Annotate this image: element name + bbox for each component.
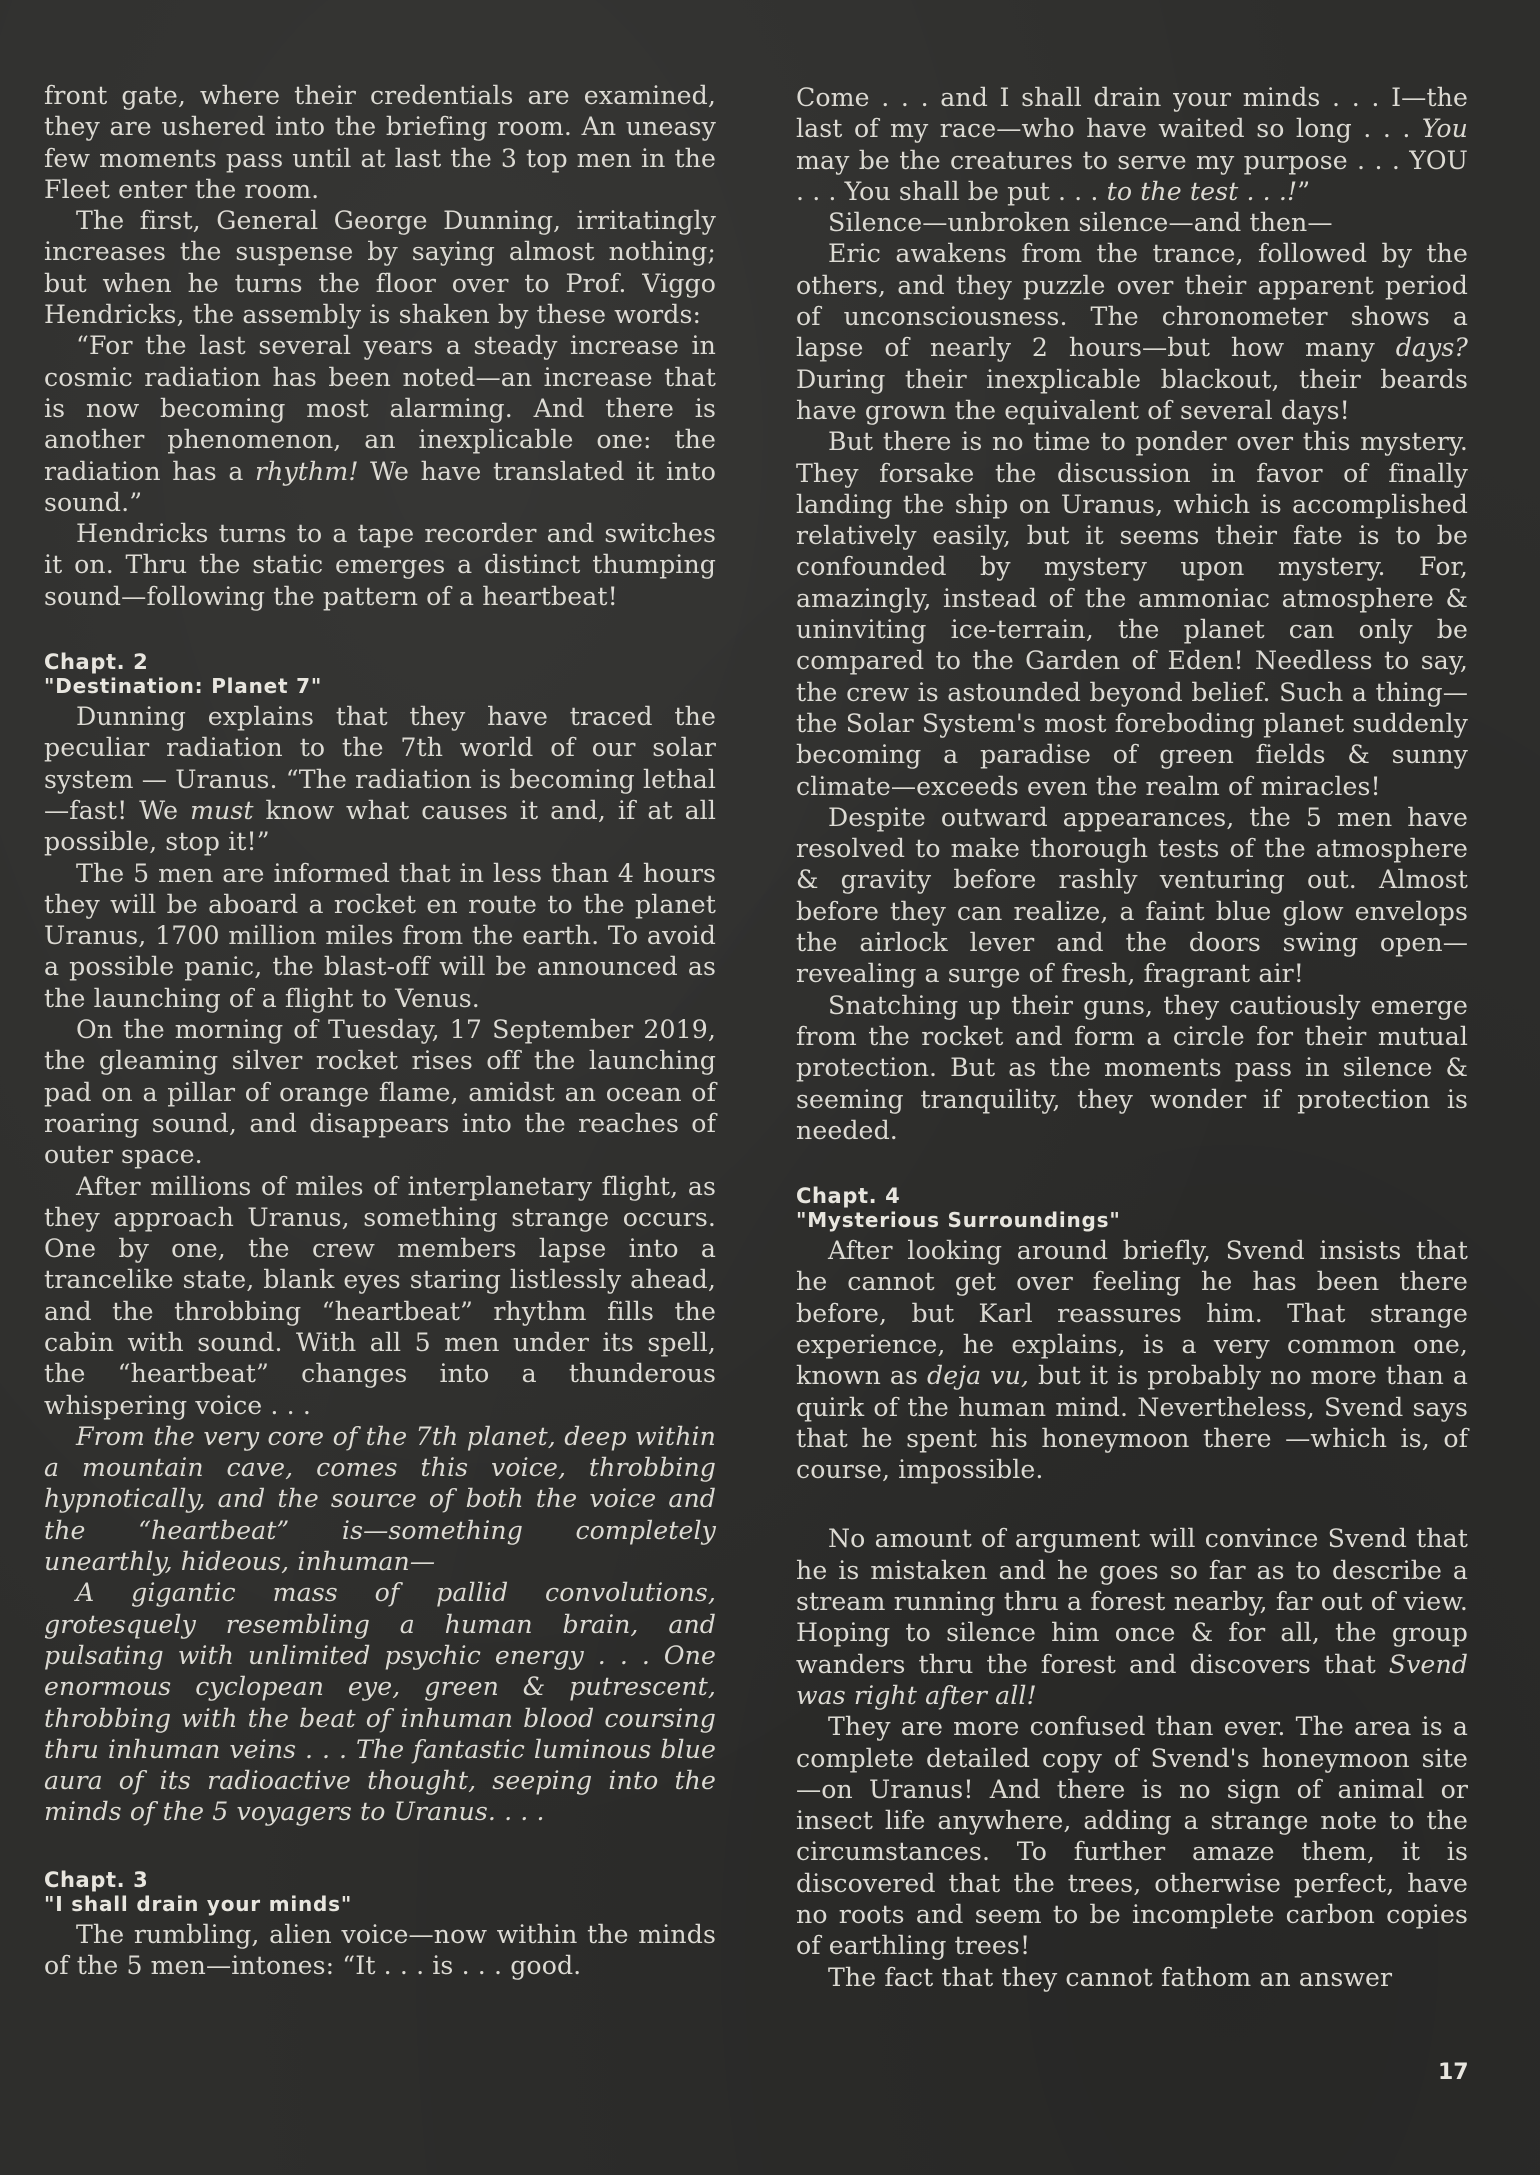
paragraph: On the morning of Tuesday, 17 September 2019, the gleaming silver rocket rises off the launching pad on a pillar of orange flame, amidst an ocean of roaring sound, and disappears into the reaches of outer space. — [44, 1015, 716, 1170]
paragraph: Silence—unbroken silence—and then— — [828, 208, 1333, 238]
paragraph: The fact that they cannot fathom an answer — [828, 1962, 1393, 1992]
left-column — [44, 80, 716, 1981]
right-column — [796, 82, 1468, 1993]
paragraph: After looking around briefly, Svend insists that he cannot get over feeling he has been there before, but Karl reassures him. That strange experience, he explains, is a very common one, known as deja vu, but it is probably no more than a quirk of the human mind. Nevertheless, Svend says that he spent his honeymoon there —which is, of course, impossible. — [796, 1236, 1468, 1485]
paragraph: The first, General George Dunning, irritatingly increases the suspense by saying almost nothing; but when he turns the floor over to Prof. Viggo Hendricks, the assembly is shaken by these words: — [44, 206, 716, 330]
paragraph: They are more confused than ever. The area is a complete detailed copy of Svend's honeymoon site—on Uranus! And there is no sign of animal or insect life anywhere, adding a strange note to the circumstances. To further amaze them, it is discovered that the trees, otherwise perfect, have no roots and seem to be incomplete carbon copies of earthling trees! — [796, 1712, 1468, 1961]
page-number: 17 — [1438, 2060, 1469, 2085]
paragraph-italic: A gigantic mass of pallid convolutions, grotesquely resembling a human brain, and pulsating with unlimited psychic energy . . . One enormous cyclopean eye, green & putrescent, throbbing with the beat of inhuman blood coursing thru inhuman veins . . . The fantastic luminous blue aura of its radioactive thought, seeping into the minds of the 5 voyagers to Uranus. . . . — [44, 1578, 716, 1827]
paragraph: Snatching up their guns, they cautiously emerge from the rocket and form a circle for their mutual protection. But as the moments pass in silence & seeming tranquility, they wonder if protection is needed. — [796, 990, 1468, 1145]
chapter-title: "Destination: Planet 7" — [44, 674, 323, 699]
chapter-title: "I shall drain your minds" — [44, 1891, 353, 1916]
paragraph: The 5 men are informed that in less than 4 hours they will be aboard a rocket en route to the planet Uranus, 1700 million miles from the earth. To avoid a possible panic, the blast-off will be announced as the launching of a flight to Venus. — [44, 858, 716, 1013]
paragraph: The rumbling, alien voice—now within the minds of the 5 men—intones: “It . . . is . . . good. — [44, 1919, 716, 1981]
chapter-label: Chapt. 4 — [796, 1184, 901, 1209]
chapter-label: Chapt. 3 — [44, 1867, 149, 1892]
paragraph: front gate, where their credentials are examined, they are ushered into the briefing room. An uneasy few moments pass until at last the 3 top men in the Fleet enter the room. — [44, 81, 716, 204]
paragraph: Eric awakens from the trance, followed by the others, and they puzzle over their apparent period of unconsciousness. The chronometer shows a lapse of nearly 2 hours—but how many days? During their inexplicable blackout, their beards have grown the equivalent of several days! — [796, 239, 1468, 425]
paragraph: Come . . . and I shall drain your minds . . . I—the last of my race—who have waited so long . . . You may be the creatures to serve my purpose . . . YOU . . . You shall be put . . . to the test . . .!” — [796, 83, 1468, 206]
paragraph: After millions of miles of interplanetary flight, as they approach Uranus, something strange occurs. One by one, the crew members lapse into a trancelike state, blank eyes staring listlessly ahead, and the throbbing “heartbeat” rhythm fills the cabin with sound. With all 5 men under its spell, the “heartbeat” changes into a thunderous whispering voice . . . — [44, 1171, 716, 1420]
paragraph: Hendricks turns to a tape recorder and switches it on. Thru the static emerges a distinct thumping sound—following the pattern of a heartbeat! — [44, 519, 716, 611]
paragraph-italic: From the very core of the 7th planet, deep within a mountain cave, comes this voice, throbbing hypnotically, and the source of both the voice and the “heartbeat” is—something completely unearthly, hideous, inhuman— — [44, 1421, 716, 1577]
paragraph: Despite outward appearances, the 5 men have resolved to make thorough tests of the atmosphere & gravity before rashly venturing out. Almost before they can realize, a faint blue glow envelops the airlock lever and the doors swing open—revealing a surge of fresh, fragrant air! — [796, 802, 1468, 989]
chapter-label: Chapt. 2 — [44, 650, 149, 675]
paragraph: No amount of argument will convince Svend that he is mistaken and he goes so far as to describe a stream running thru a forest nearby, far out of view. Hoping to silence him once & for all, the group wanders thru the forest and discovers that Svend was right after all! — [796, 1524, 1468, 1710]
chapter-title: "Mysterious Surroundings" — [796, 1208, 1121, 1233]
paragraph: “For the last several years a steady increase in cosmic radiation has been noted—an increase that is now becoming most alarming. And there is another phenomenon, an inexplicable one: the radiation has a rhythm! We have translated it into sound.” — [44, 331, 716, 517]
paragraph: Dunning explains that they have traced the peculiar radiation to the 7th world of our solar system — Uranus. “The radiation is becoming lethal—fast! We must know what causes it and, if at all possible, stop it!” — [44, 702, 716, 857]
paragraph: But there is no time to ponder over this mystery. They forsake the discussion in favor of finally landing the ship on Uranus, which is accomplished relatively easily, but it seems their fate is to be confounded by mystery upon mystery. For, amazingly, instead of the ammoniac atmosphere & uninviting ice-terrain, the planet can only be compared to the Garden of Eden! Needless to say, the crew is astounded beyond belief. Such a thing—the Solar System's most foreboding planet suddenly becoming a paradise of green fields & sunny climate—exceeds even the realm of miracles! — [796, 427, 1468, 801]
